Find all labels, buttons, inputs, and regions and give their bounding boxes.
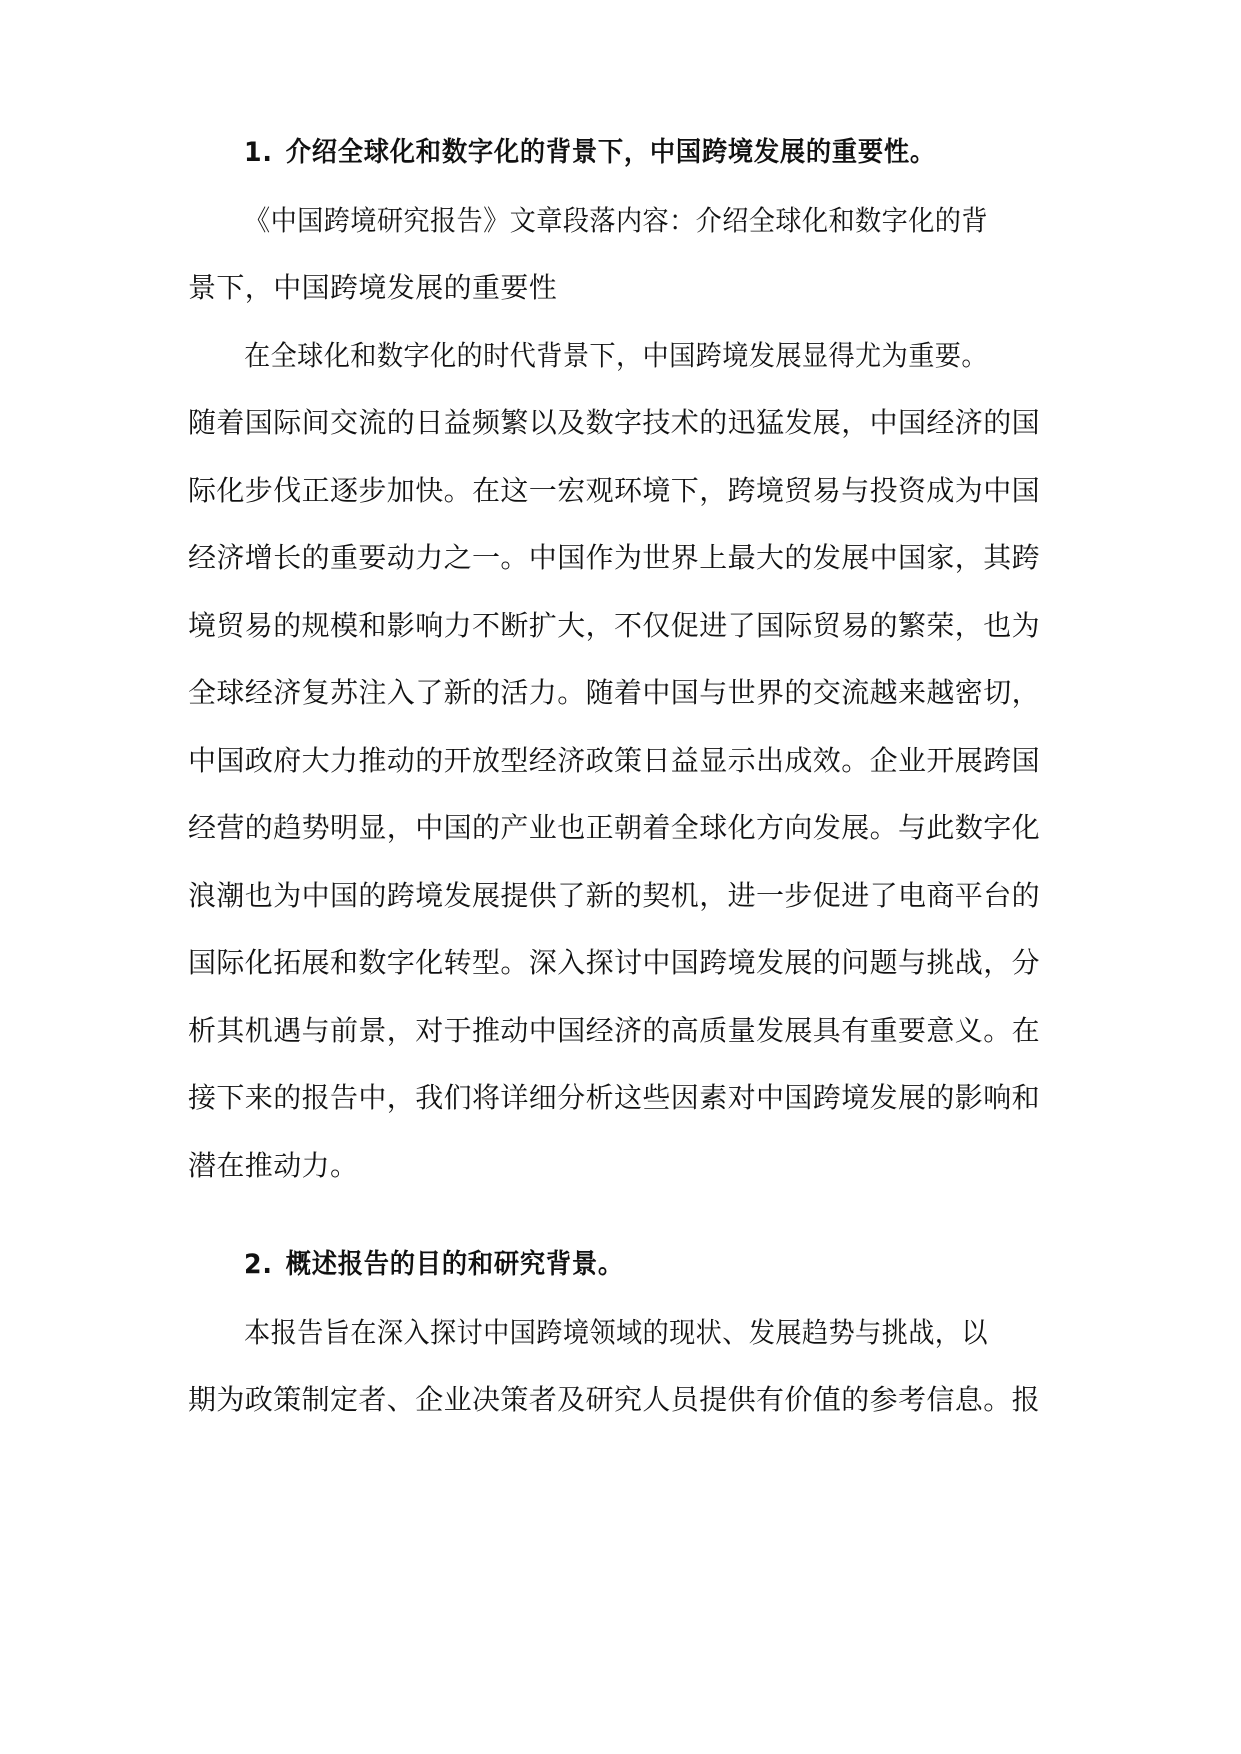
section-2-title: 概述报告的目的和研究背景。: [285, 1249, 624, 1280]
body2-line-2: 期为政策制定者、企业决策者及研究人员提供有价值的参考信息。报: [188, 1383, 1041, 1416]
body1-line-5: 境贸易的规模和影响力不断扩大，不仅促进了国际贸易的繁荣，也为: [188, 609, 1041, 642]
body2-line-1: 本报告旨在深入探讨中国跨境领域的现状、发展趋势与挑战，以: [244, 1316, 988, 1349]
body1-line-2: 随着国际间交流的日益频繁以及数字技术的迅猛发展，中国经济的国: [188, 406, 1041, 439]
body1-line-10: 国际化拓展和数字化转型。深入探讨中国跨境发展的问题与挑战，分: [188, 946, 1041, 979]
body1-line-7: 中国政府大力推动的开放型经济政策日益显示出成效。企业开展跨国: [188, 744, 1041, 777]
body1-line-12: 接下来的报告中，我们将详细分析这些因素对中国跨境发展的影响和: [188, 1081, 1041, 1114]
body1-line-6: 全球经济复苏注入了新的活力。随着中国与世界的交流越来越密切，: [188, 676, 1041, 709]
body1-line-9: 浪潮也为中国的跨境发展提供了新的契机，进一步促进了电商平台的: [188, 879, 1041, 912]
section-1-heading: [244, 133, 1056, 173]
body1-line-3: 际化步伐正逐步加快。在这一宏观环境下，跨境贸易与投资成为中国: [188, 474, 1041, 507]
intro-line-2: 景下，中国跨境发展的重要性: [188, 271, 558, 304]
intro-line-1: 《中国跨境研究报告》文章段落内容：介绍全球化和数字化的背: [244, 204, 988, 237]
body1-line-1: 在全球化和数字化的时代背景下，中国跨境发展显得尤为重要。: [244, 339, 988, 372]
body1-line-8: 经营的趋势明显，中国的产业也正朝着全球化方向发展。与此数字化: [188, 811, 1041, 844]
section-1-number: 1.: [244, 137, 273, 168]
body1-line-11: 析其机遇与前景，对于推动中国经济的高质量发展具有重要意义。在: [188, 1014, 1041, 1047]
section-1-title: 介绍全球化和数字化的背景下，中国跨境发展的重要性。: [285, 137, 936, 168]
section-2-number: 2.: [244, 1249, 273, 1280]
body1-line-13: 潜在推动力。: [188, 1149, 359, 1182]
section-2-heading: [244, 1245, 1056, 1285]
body1-line-4: 经济增长的重要动力之一。中国作为世界上最大的发展中国家，其跨: [188, 541, 1041, 574]
